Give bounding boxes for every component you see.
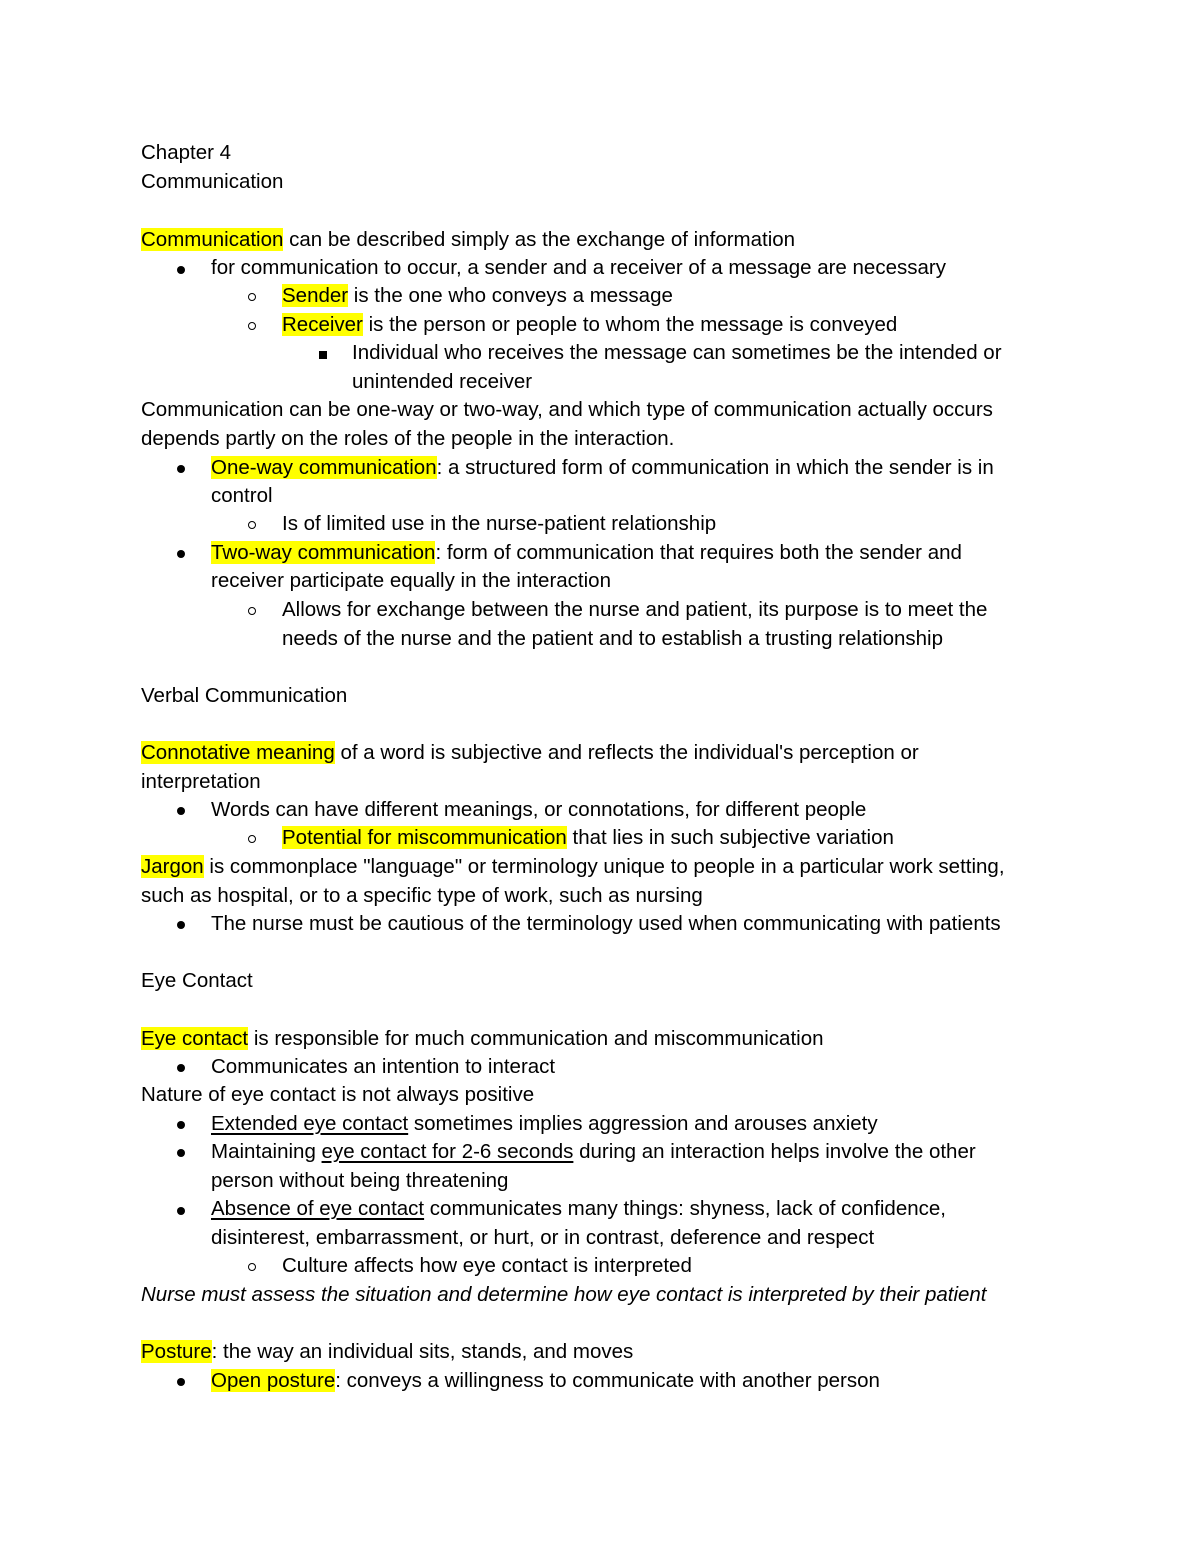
highlighted-term: Receiver xyxy=(282,313,363,336)
underlined-term: eye contact for 2-6 seconds xyxy=(321,1140,574,1163)
filled-bullet-icon xyxy=(177,1207,185,1215)
list-item-continuation: unintended receiver xyxy=(352,370,533,393)
list-item: Is of limited use in the nurse-patient relationship xyxy=(282,512,717,535)
paragraph: Communication can be one-way or two-way, and which type of communication actually occurs xyxy=(141,398,993,421)
section-heading: Eye Contact xyxy=(141,969,253,992)
filled-bullet-icon xyxy=(177,550,185,558)
underlined-term: Absence of eye contact xyxy=(211,1197,425,1220)
paragraph-continuation: depends partly on the roles of the people in the interaction. xyxy=(141,427,675,450)
filled-bullet-icon xyxy=(177,465,185,473)
list-item: Potential for miscommunication that lies in such subjective variation xyxy=(282,826,894,849)
paragraph-continuation: such as hospital, or to a specific type of work, such as nursing xyxy=(141,884,703,907)
list-item: Culture affects how eye contact is interpreted xyxy=(282,1254,692,1277)
list-item-continuation: person without being threatening xyxy=(211,1169,509,1192)
paragraph: Nature of eye contact is not always positive xyxy=(141,1083,535,1106)
list-item: Receiver is the person or people to whom the message is conveyed xyxy=(282,313,898,336)
highlighted-term: Eye contact xyxy=(141,1027,249,1050)
square-bullet-icon xyxy=(319,351,327,359)
list-item-continuation: needs of the nurse and the patient and to establish a trusting relationship xyxy=(282,627,944,650)
paragraph: Eye contact is responsible for much communication and miscommunication xyxy=(141,1027,824,1050)
communication-definition: Communication can be described simply as the exchange of information xyxy=(141,228,796,251)
hollow-bullet-icon xyxy=(248,1263,256,1271)
paragraph: Jargon is commonplace "language" or terminology unique to people in a particular work setting, xyxy=(141,855,1005,878)
filled-bullet-icon xyxy=(177,266,185,274)
paragraph: Connotative meaning of a word is subjective and reflects the individual's perception or xyxy=(141,741,919,764)
hollow-bullet-icon xyxy=(248,607,256,615)
paragraph-continuation: interpretation xyxy=(141,770,261,793)
paragraph: Posture: the way an individual sits, stands, and moves xyxy=(141,1340,634,1363)
list-item-continuation: control xyxy=(211,484,273,507)
filled-bullet-icon xyxy=(177,1378,185,1386)
highlighted-term: Two-way communication xyxy=(211,541,436,564)
filled-bullet-icon xyxy=(177,1064,185,1072)
hollow-bullet-icon xyxy=(248,293,256,301)
list-item: Maintaining eye contact for 2-6 seconds during an interaction helps involve the other xyxy=(211,1140,976,1163)
filled-bullet-icon xyxy=(177,1149,185,1157)
hollow-bullet-icon xyxy=(248,322,256,330)
highlighted-term: Posture xyxy=(141,1340,212,1363)
highlighted-term: Sender xyxy=(282,284,349,307)
highlighted-term: Connotative meaning xyxy=(141,741,335,764)
hollow-bullet-icon xyxy=(248,835,256,843)
hollow-bullet-icon xyxy=(248,521,256,529)
list-item: Open posture: conveys a willingness to communicate with another person xyxy=(211,1369,880,1392)
list-item: Words can have different meanings, or connotations, for different people xyxy=(211,798,867,821)
italic-note: Nurse must assess the situation and determine how eye contact is interpreted by their patient xyxy=(141,1283,987,1306)
filled-bullet-icon xyxy=(177,1121,185,1129)
list-item: One-way communication: a structured form of communication in which the sender is in xyxy=(211,456,994,479)
list-item: Two-way communication: form of communication that requires both the sender and xyxy=(211,541,962,564)
list-item: Extended eye contact sometimes implies aggression and arouses anxiety xyxy=(211,1112,878,1135)
highlighted-term: Communication xyxy=(141,228,284,251)
page-title: Communication xyxy=(141,170,284,193)
filled-bullet-icon xyxy=(177,807,185,815)
highlighted-term: Potential for miscommunication xyxy=(282,826,567,849)
section-heading: Verbal Communication xyxy=(141,684,348,707)
list-item: The nurse must be cautious of the terminology used when communicating with patients xyxy=(211,912,1001,935)
chapter-label: Chapter 4 xyxy=(141,141,232,164)
list-item-continuation: disinterest, embarrassment, or hurt, or in contrast, deference and respect xyxy=(211,1226,875,1249)
list-item: Individual who receives the message can sometimes be the intended or xyxy=(352,341,1002,364)
list-item: Communicates an intention to interact xyxy=(211,1055,556,1078)
underlined-term: Extended eye contact xyxy=(211,1112,409,1135)
list-item-continuation: receiver participate equally in the interaction xyxy=(211,569,611,592)
list-item: Absence of eye contact communicates many things: shyness, lack of confidence, xyxy=(211,1197,946,1220)
list-item: for communication to occur, a sender and a receiver of a message are necessary xyxy=(211,256,946,279)
list-item: Sender is the one who conveys a message xyxy=(282,284,673,307)
list-item: Allows for exchange between the nurse and patient, its purpose is to meet the xyxy=(282,598,988,621)
highlighted-term: Open posture xyxy=(211,1369,336,1392)
highlighted-term: Jargon xyxy=(141,855,204,878)
highlighted-term: One-way communication xyxy=(211,456,437,479)
filled-bullet-icon xyxy=(177,921,185,929)
